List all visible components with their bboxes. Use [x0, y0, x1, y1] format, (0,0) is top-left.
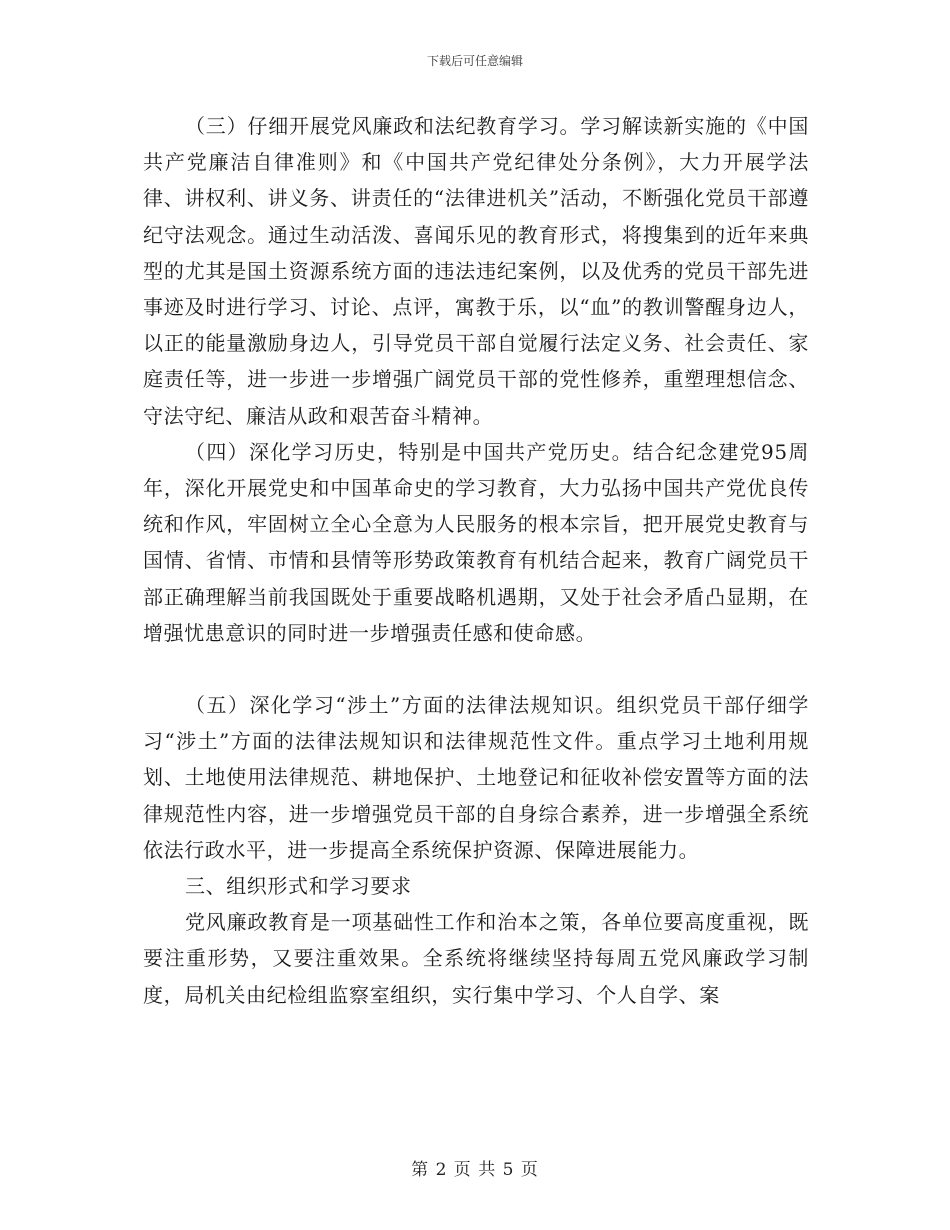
page-header-note: 下载后可任意编辑: [426, 54, 523, 68]
section-heading-organization: 三、组织形式和学习要求: [185, 874, 412, 899]
paragraph-organization: 党风廉政教育是一项基础性工作和治本之策，各单位要高度重视，既要注重形势，又要注重效果。全系统将继续坚持每周五党风廉政学习制度，局机关由纪检组监察室组织，实行集中学习、个人自学、案: [143, 910, 809, 1007]
paragraph-four: （四）深化学习历史，特别是中国共产党历史。结合纪念建党95周年，深化开展党史和中国革命史的学习教育，大力弘扬中国共产党优良传统和作风，牢固树立全心全意为人民服务的根本宗旨，把开展党史教育与国情、省情、市情和县情等形势政策教育有机结合起来，教育广阔党员干部正确理解当前我国既处于重要战略机遇期，又处于社会矛盾凸显期，在增强忧患意识的同时进一步增强责任感和使命感。: [143, 439, 809, 645]
document-body: [143, 108, 809, 1013]
paragraph-five: （五）深化学习“涉土”方面的法律法规知识。组织党员干部仔细学习“涉土”方面的法律法规知识和法律规范性文件。重点学习土地利用规划、土地使用法律规范、耕地保护、土地登记和征收补偿安置等方面的法律规范性内容，进一步增强党员干部的自身综合素养，进一步增强全系统依法行政水平，进一步提高全系统保护资源、保障进展能力。: [143, 693, 809, 862]
paragraph-three: （三）仔细开展党风廉政和法纪教育学习。学习解读新实施的《中国共产党廉洁自律准则》和《中国共产党纪律处分条例》，大力开展学法律、讲权利、讲义务、讲责任的“法律进机关”活动，不断强化党员干部遵纪守法观念。通过生动活泼、喜闻乐见的教育形式，将搜集到的近年来典型的尤其是国土资源系统方面的违法违纪案例，以及优秀的党员干部先进事迹及时进行学习、讨论、点评，寓教于乐，以“血”的教训警醒身边人，以正的能量激励身边人，引导党员干部自觉履行法定义务、社会责任、家庭责任等，进一步进一步增强广阔党员干部的党性修养，重塑理想信念、守法守纪、廉洁从政和艰苦奋斗精神。: [143, 114, 809, 428]
page-number-footer: 第 2 页 共 5 页: [411, 1160, 539, 1180]
